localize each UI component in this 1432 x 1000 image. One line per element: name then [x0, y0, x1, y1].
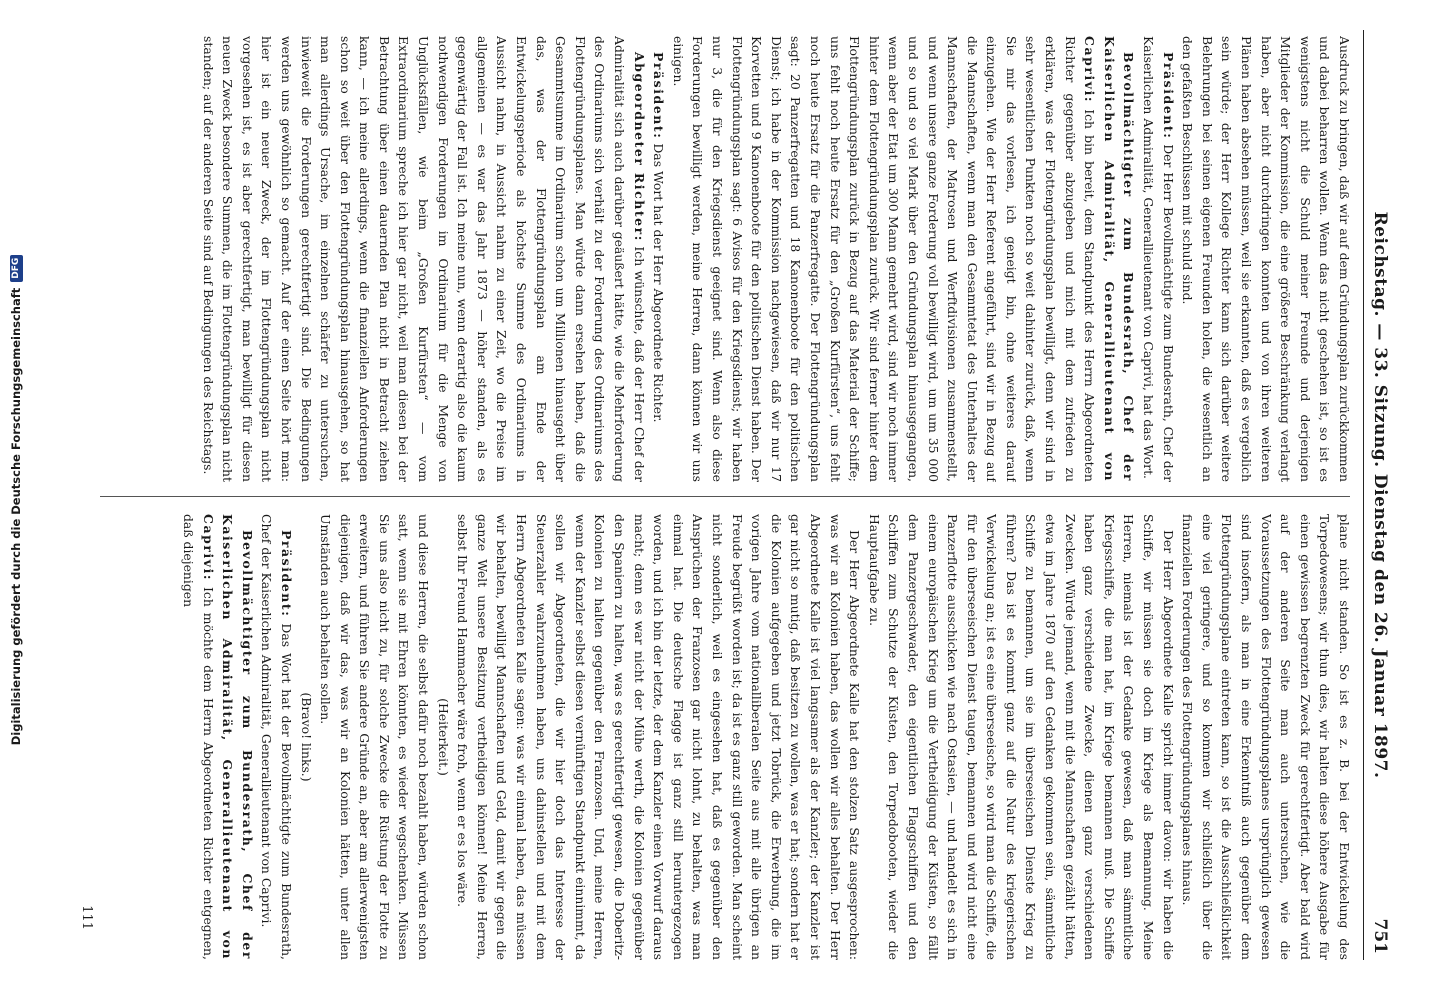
speaker-name: Bevollmächtigter zum Bundesrath, Chef der Kaiserlichen Admiralität, Generallieutenant von Caprivi:	[200, 514, 255, 960]
speech-text: Ich wünschte, daß der Herr Chef der Admiralität sich auch darüber geäußert hätte, wie die Mehrforderung des Ordinariums sich verhält zu der Forderung des Ordinariums des Flottengründungsplanes. Man würde dann ersehen haben, daß die Gesammtsumme im Ordinarium schon um Millionen hinausgeht über das, was der Flottengründungsplan am Ende der Entwickelungsperiode als höchste Summe des Ordinariums in Aussicht nahm, in Aussicht nahm zu einer Zeit, wo die Preise im allgemeinen — es war das Jahr 1873 — höher standen, als es gegenwärtig der Fall ist. Ich meine nun, wenn derartig also die kaum nothwendigen Forderungen im Ordinarium für die Menge von Unglücksfällen, wie beim „Großen Kurfürsten“ — vom Extraordinarium spreche ich hier gar nicht, weil man diesen bei der Betrachtung über einen dauernden Plan nicht in Betracht ziehen kann, — ich meine allerdings, wenn die finanziellen Anforderungen schon so weit über den Flottengründungsplan hinausgehen, so hat man allerdings Ursache, im einzelnen schärfer zu untersuchen, inwieweit die Forderungen gerechtfertigt sind. Die Bedingungen werden uns gewöhnlich so gemacht. Auf der einen Seite hört man: hier ist ein neuer Zweck, der im Flottengründungsplan nicht vorgesehen ist, es ist aber gerechtfertigt, man bewilligt für diesen neuen Zweck besondere Summen, die im Flottengründungsplan nicht standen; auf der anderen Seite sind auf Bedingungen des Reichstags.	[200, 36, 647, 482]
speaker-name: Präsident:	[278, 530, 294, 618]
speech-text: Der Herr Bevollmächtigte zum Bundesrath, Chef der Kaiserlichen Admiralität, Generallieutenant von Caprivi, hat das Wort.	[1141, 36, 1176, 482]
speaker-name: Präsident:	[1160, 52, 1176, 140]
stage-direction: (Heiterkeit.)	[435, 698, 451, 776]
right-column	[94, 514, 1354, 960]
speech-text: Das Wort hat der Bevollmächtigte zum Bundesrath, Chef der Kaiserlichen Admiralität, Generallieutenant von Caprivi.	[259, 514, 294, 960]
page-header	[1363, 30, 1390, 960]
paragraph	[257, 514, 296, 960]
paragraph: Der Herr Abgeordnete Kalle spricht immer davon: wir haben die Schiffe, wir müssen sie doch im Kriege als Bemannung. Meine Herren, niemals ist der Gedanke gewesen, daß man sämmtliche Kriegsschiffe, die man hat, im Kriege bemannen muß. Die Schiffe haben ganz verschiedene Zwecke, dienen ganz verschiedenen Zwecken. Würde jemand, wenn mit die Mannschaften gezählt hätten, etwa im Jahre 1870 auf den Gedanken gekommen sein, sämmtliche Schiffe zu bemannen, um sie im überseeischen Dienste Krieg zu führen? Das ist es kommt ganz auf die Natur des kriegerischen Verwickelung an; ist es eine überseeische, so wird man die Schiffe, die für den überseeischen Dienst taugen, bemannen und wird nicht eine Panzerflotte ausschicken wie nach Ostasien, — und handelt es sich in einem europäischen Krieg um die Vertheidigung der Küsten, so fällt dem Panzergeschwader, den eigentlichen Flaggschiffen und den Schiffen zum Schutze der Küsten, den Torpedobooten, wieder die Hauptaufgabe zu.	[866, 514, 1176, 960]
paragraph	[198, 36, 649, 482]
paragraph	[178, 514, 256, 960]
credit-text: Digitalisierung gefördert durch die Deutsche Forschungsgemeinschaft	[9, 287, 23, 746]
speaker-name: Bevollmächtigter zum Bundesrath, Chef der Kaiserlichen Admiralität, Generallieutenant von Caprivi:	[1082, 36, 1137, 482]
stage-direction: (Bravo! links.)	[298, 692, 314, 782]
paragraph: und diese Herren, die selbst dafür noch bezahlt haben, würden schon satt, wenn sie mit Ehren könnten, es wieder wegschenken. Müssen Sie uns also nicht zu, für solche Zwecke die Rüstung der Flotte zu erweitern, und führen Sie andere Gründe an, aber am allerwenigsten diejenigen, daß wir das, was wir an Kolonien hätten, unter allen Umständen auch behalten sollen.	[318, 514, 432, 960]
page-number: 751	[1370, 918, 1390, 954]
paragraph	[668, 36, 1138, 482]
speech-text: Ich möchte dem Herrn Abgeordneten Richter entgegnen, daß diejenigen	[180, 514, 216, 960]
speech-text: Ich bin bereit, dem Standpunkt des Herrn Abgeordneten Richter gegenüber abzugeben und mich mit dem zufrieden zu erklären, was der Flottengründungsplan bewilligt, denn wir sind in sehr wesentlichen Punkten noch so weit dahinter zurück, daß, wenn Sie mir das vorlesen, ich geneigt bin, ohne weiteres darauf einzugehen. Wie der Herr Referent angeführt, sind wir in Bezug auf die Mannschaften, wenn man den Gesammtetat des Unterhaltes der Mannschaften, der Matrosen und Werftdivisionen zusammenstellt, und wenn unsere ganze Forderung voll bewilligt wird, um um 35 000 und so und so viel Mark über den Gründungsplan hinausgegangen, wenn aber der Etat um 300 Mann gemehrt wird, sind wir noch immer hinter dem Flottengründungsplan zurück. Wir sind ferner hinter dem Flottengründungsplan zurück in Bezug auf das Material der Schiffe; uns fehlt noch heute Ersatz für den „Großen Kurfürsten“, uns fehlt noch heute Ersatz für die Panzerfregatte. Der Flottengründungsplan sagt: 20 Panzerfregatten und 18 Kanonenboote für den politischen Dienst; ich habe in der Kommission nachgewiesen, daß wir nur 17 Korvetten und 9 Kanonenboote für den politischen Dienst haben. Der Flottengründungsplan sagt: 6 Avisos für den Kriegsdienst; wir haben nur 3, die für den Kriegsdienst geeignet sind. Wenn also diese Forderungen bewilligt werden, meine Herren, dann können wir uns einigen.	[670, 36, 1098, 482]
speaker-name: Abgeordneter Richter:	[631, 52, 647, 242]
speaker-name: Präsident:	[651, 52, 667, 140]
running-title: Reichstag. — 33. Sitzung. Dienstag den 26. Januar 1897.	[1370, 211, 1390, 779]
signature-number: 111	[79, 905, 94, 930]
dfg-logo: DFG	[10, 255, 23, 282]
speech-text: Das Wort hat der Herr Abgeordnete Richter.	[651, 143, 667, 423]
paragraph: plane nicht standen. So ist es z. B. bei der Entwickelung des Torpedowesens; wir thun dies, wir halten diese höhere Ausgabe für einen gewissen begrenzten Zweck für gerechtfertigt. Aber bald wird auf der anderen Seite man auch untersuchen, wie die Voraussetzungen des Flottengründungsplanes ursprünglich gewesen sind insofern, als man in eine Erkenntniß auch gegenüber dem Flottengründungsplane eintreten kann, so ist die Ausschließlichkeit eine viel geringere, und so kommen wir schließlich über die finanziellen Forderungen des Flottengründungsplanes hinaus.	[1180, 514, 1352, 960]
paragraph: Ausdruck zu bringen, daß wir auf dem Gründungsplan zurückkommen und dabei beharren wollen. Wenn das nicht geschehen ist, so ist es wenigstens nicht die Schuld meiner Freunde und derjenigen Mitglieder der Kommission, die eine größere Beschränkung verlangt haben, aber nicht durchdringen konnten und von ihren weiteren Plänen haben absehen müssen, weil sie erkannten, daß es vergeblich sein würde; der Herr Kollege Richter kann sich darüber weitere Belehrungen bei seinen eigenen Freunden holen, die wesentlich an den gefaßten Beschlüssen mit schuld sind.	[1180, 36, 1352, 482]
paragraph: Der Herr Abgeordnete Kalle hat den stolzen Satz ausgesprochen: was wir an Kolonien haben, das wollen wir alles behalten. Der Herr Abgeordnete Kalle ist viel langsamer als der Kanzler; der Kanzler ist gar nicht so mutig, daß besitzen zu wollen, was er hat; sondern hat er die Kolonien aufgegeben und jetzt Tobrück, die Erwerbung, die im vorigen Jahre vom nationalliberalen Seite aus mit alle übrigen an Freude begrüßt worden ist; da ist es ganz still geworden. Man scheint nicht sonderlich, weil es eingesehen hat, daß es gegenüber den Ansprüchen der Franzosen gar nicht lohnt, zu behalten, was man einmal hat. Die deutsche Flagge ist ganz still heruntergezogen worden, und ich bin der letzte, der dem Kanzler einen Vorwurf daraus macht; denn es war nicht der Mühe werth, die Kolonien gegenüber den Spaniern zu halten, was es gerechtfertigt gewesen, die Doberitz-Kolonien zu halten gegenüber den Franzosen. Und, meine Herren, wenn der Kanzler selbst diesen vernünftigen Standpunkt einnimmt, da sollen wir Abgeordneten, die wir hier doch das Interesse der Steuerzahler wahrzunehmen haben, uns dahinstellen und mit dem Herrn Abgeordneten Kalle sagen: was wir einmal haben, das müssen wir behalten, bewilligt Mannschaften und Geld, damit wir gegen die ganze Welt unsere Besitzung vertheidigen können! Meine Herren, selbst Ihr Freund Hammacher wäre froh, wenn er es los wäre.	[455, 514, 863, 960]
left-column	[94, 36, 1354, 482]
paragraph	[1138, 36, 1177, 482]
column-divider	[100, 496, 1350, 497]
paragraph	[649, 36, 669, 482]
digitization-credit	[4, 0, 28, 1000]
